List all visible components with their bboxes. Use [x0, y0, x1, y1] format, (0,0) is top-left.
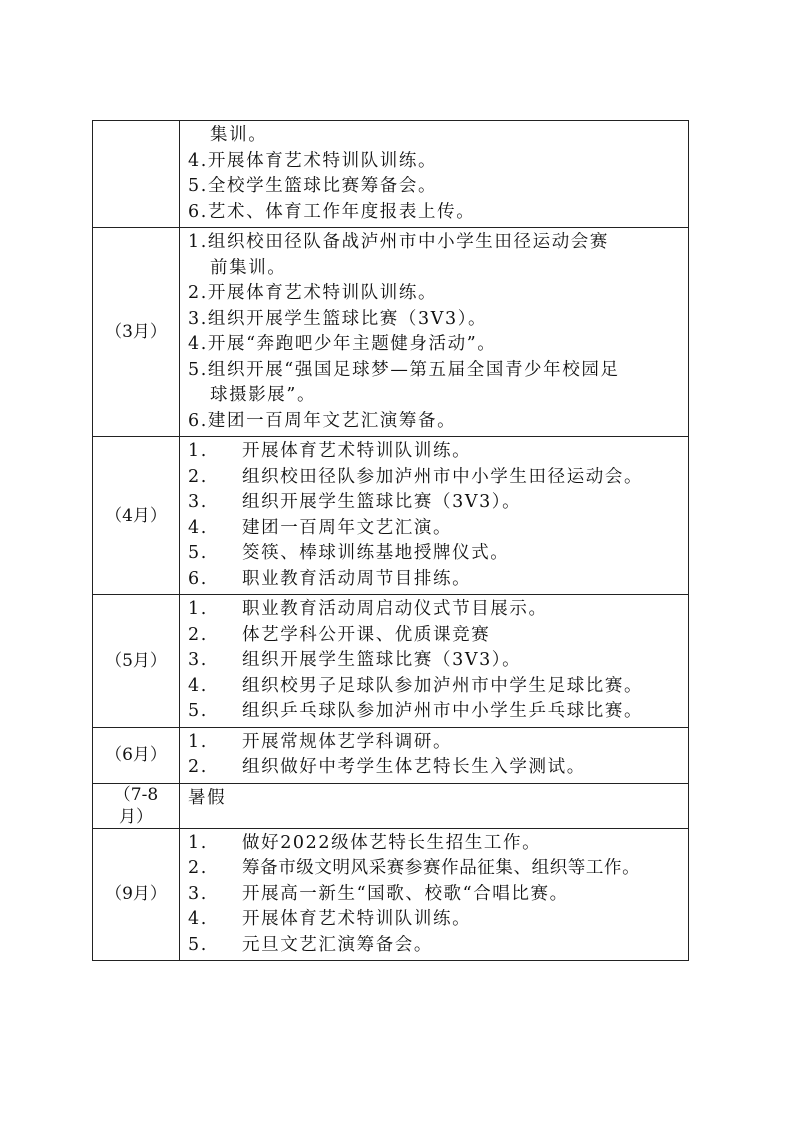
- month-cell: （4月）: [93, 437, 180, 595]
- item-text: 职业教育活动周节目排练。: [242, 568, 472, 589]
- list-item: [188, 831, 688, 857]
- item-number: 5.: [188, 543, 208, 563]
- item-text: 元旦文艺汇演筹备会。: [242, 934, 433, 955]
- item-text: 做好2022级体艺特长生招生工作。: [242, 832, 542, 853]
- item-number: 1.: [188, 599, 208, 619]
- item-text: 组织校田径队参加泸州市中小学生田径运动会。: [242, 466, 644, 487]
- table-row: [93, 783, 689, 828]
- list-item: [188, 541, 688, 567]
- list-item: [188, 907, 688, 933]
- items-cell: [180, 783, 689, 828]
- list-item: [188, 755, 688, 781]
- list-item: [188, 490, 688, 516]
- table-row: [93, 727, 689, 783]
- list-item: [188, 699, 688, 725]
- item-text: 开展体育艺术特训队训练。: [242, 909, 472, 929]
- items-cell: [180, 437, 689, 595]
- list-item: [188, 648, 688, 674]
- month-cell: [93, 121, 180, 228]
- list-item: 4.开展“奔跑吧少年主题健身活动”。: [188, 334, 497, 354]
- item-number: 3.: [188, 492, 208, 512]
- month-cell: （9月）: [93, 828, 180, 961]
- item-number: 4.: [188, 517, 208, 538]
- item-number: 5.: [188, 701, 208, 721]
- table-row: [93, 121, 689, 228]
- item-number: 2.: [188, 624, 208, 645]
- item-number: 1.: [188, 832, 208, 853]
- table-row: [93, 437, 689, 595]
- list-item: 5.组织开展“强国足球梦—第五届全国青少年校园足: [188, 359, 620, 380]
- list-item: [188, 856, 688, 882]
- month-cell: （6月）: [93, 727, 180, 783]
- month-cell: （3月）: [93, 228, 180, 437]
- item-text: 组织乒乓球队参加泸州市中小学生乒乓球比赛。: [242, 701, 644, 721]
- list-item: [188, 439, 688, 465]
- item-text: 建团一百周年文艺汇演。: [242, 517, 453, 538]
- list-item: 5.全校学生篮球比赛筹备会。: [188, 176, 438, 196]
- table-row: [93, 228, 689, 437]
- item-text: 组织校男子足球队参加泸州市中学生足球比赛。: [242, 675, 644, 696]
- items-cell: [180, 727, 689, 783]
- table-row: [93, 595, 689, 728]
- item-number: 2.: [188, 757, 208, 777]
- item-number: 1.: [188, 731, 208, 752]
- item-number: 3.: [188, 650, 208, 670]
- list-item: [188, 674, 688, 700]
- item-number: 1.: [188, 441, 208, 461]
- list-item: [188, 597, 688, 623]
- item-text: 开展常规体艺学科调研。: [242, 731, 453, 752]
- list-item: 3.组织开展学生篮球比赛（3V3）。: [188, 308, 488, 329]
- item-number: 5.: [188, 934, 208, 955]
- list-item: [188, 623, 688, 649]
- items-cell: [180, 828, 689, 961]
- list-item: [188, 730, 688, 756]
- items-cell: [180, 121, 689, 228]
- items-cell: [180, 228, 689, 437]
- list-item: 球摄影展”。: [210, 385, 317, 405]
- list-item: 6.艺术、体育工作年度报表上传。: [188, 201, 476, 222]
- list-item: 集训。: [210, 125, 268, 145]
- item-text: 组织开展学生篮球比赛（3V3）。: [242, 650, 522, 670]
- item-number: 2.: [188, 466, 208, 487]
- month-cell: （5月）: [93, 595, 180, 728]
- month-label-line: 月）: [119, 806, 153, 827]
- list-item: [188, 516, 688, 542]
- list-item: 前集训。: [210, 257, 287, 278]
- list-item: [188, 465, 688, 491]
- list-item: 暑假: [188, 787, 227, 808]
- list-item: [188, 567, 688, 593]
- item-text: 筊筷、棒球训练基地授牌仪式。: [242, 543, 510, 563]
- list-item: [188, 933, 688, 959]
- table-row: [93, 828, 689, 961]
- month-cell: [93, 783, 180, 828]
- item-number: 4.: [188, 675, 208, 696]
- item-number: 6.: [188, 568, 208, 589]
- item-text: 筹备市级文明风采赛参赛作品征集、组织等工作。: [242, 858, 641, 878]
- item-text: 开展高一新生“国歌、校歌“合唱比赛。: [242, 883, 569, 904]
- item-number: 2.: [188, 858, 208, 878]
- work-plan-table: [92, 120, 689, 961]
- item-text: 职业教育活动周启动仪式节目展示。: [242, 599, 548, 619]
- item-text: 组织开展学生篮球比赛（3V3）。: [242, 492, 522, 512]
- list-item: [188, 882, 688, 908]
- items-cell: [180, 595, 689, 728]
- month-label-line: （7-8: [113, 784, 159, 805]
- item-text: 组织做好中考学生体艺特长生入学测试。: [242, 757, 586, 777]
- item-text: 体艺学科公开课、优质课竞赛: [242, 624, 491, 645]
- list-item: 2.开展体育艺术特训队训练。: [188, 283, 438, 303]
- item-number: 3.: [188, 883, 208, 904]
- item-number: 4.: [188, 909, 208, 929]
- list-item: 1.组织校田径队备战泸州市中小学生田径运动会赛: [188, 232, 609, 252]
- item-text: 开展体育艺术特训队训练。: [242, 441, 472, 461]
- list-item: 6.建团一百周年文艺汇演筹备。: [188, 410, 457, 431]
- list-item: 4.开展体育艺术特训队训练。: [188, 150, 438, 171]
